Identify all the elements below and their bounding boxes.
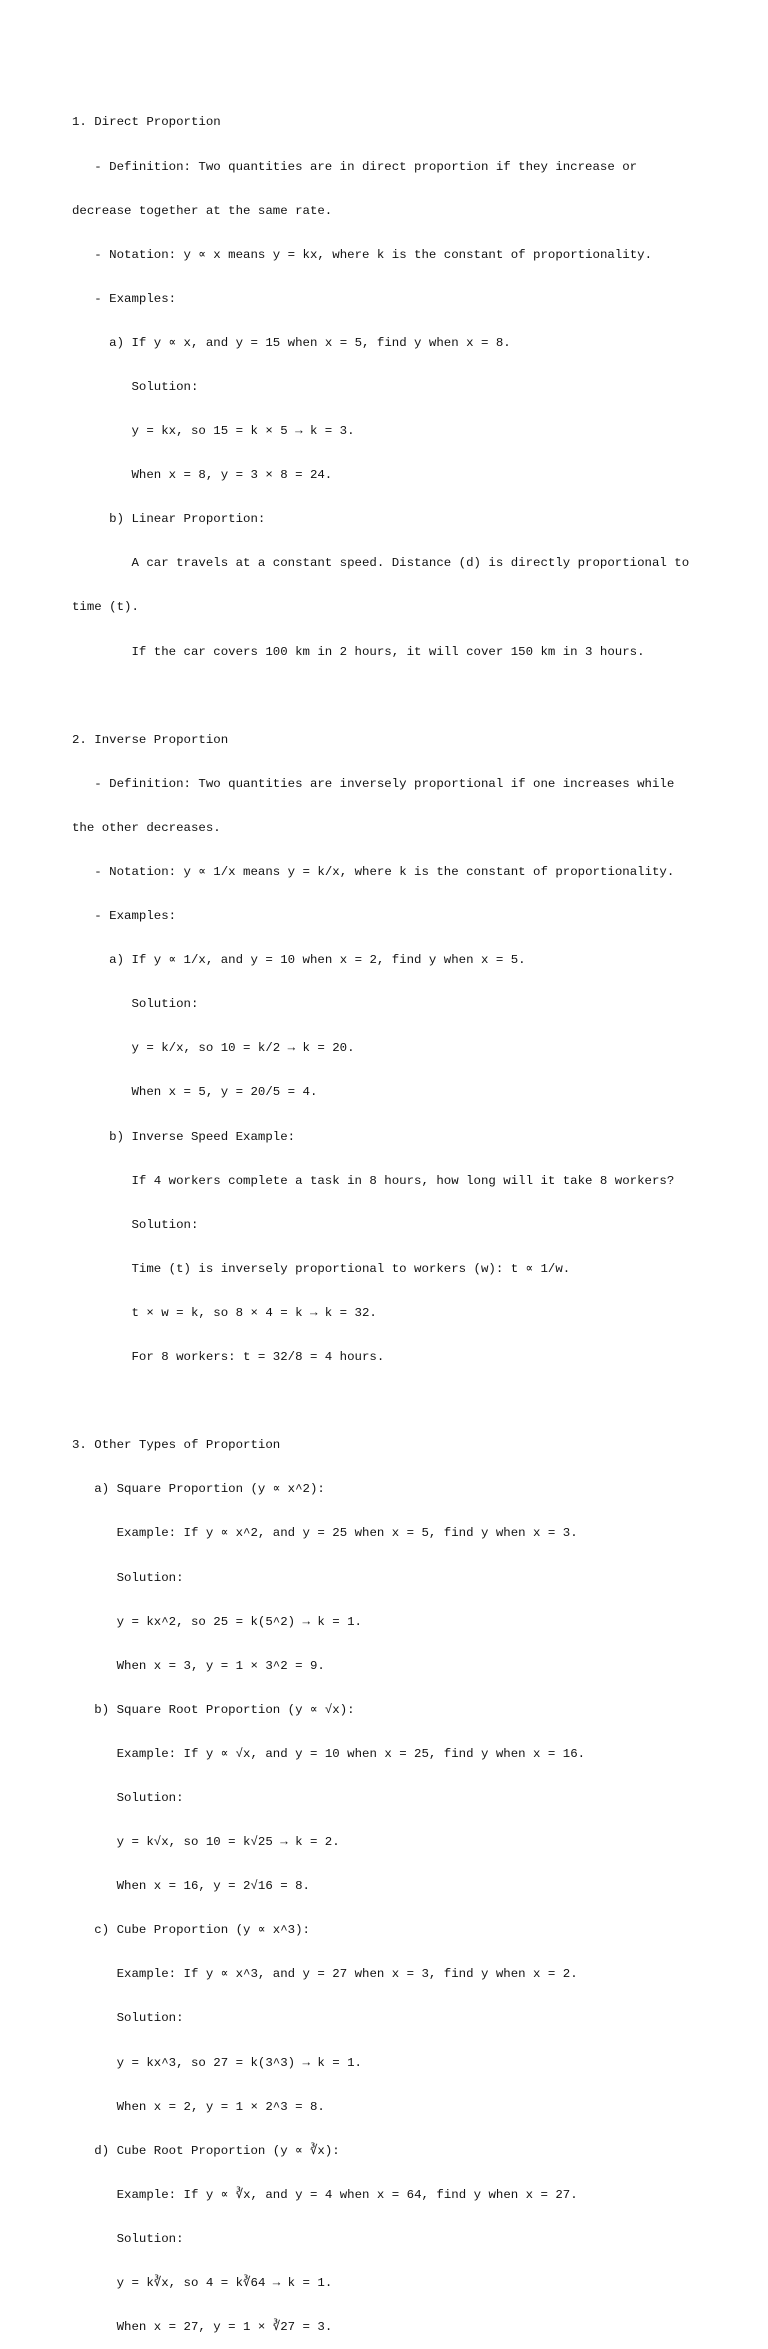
text-line: - Notation: y ∝ x means y = kx, where k is the constant of proportionality. (72, 247, 653, 262)
text-line: b) Square Root Proportion (y ∝ √x): (72, 1702, 355, 1717)
text-line: Time (t) is inversely proportional to workers (w): t ∝ 1/w. (72, 1261, 571, 1276)
text-line: When x = 8, y = 3 × 8 = 24. (72, 468, 333, 483)
text-line: y = k/x, so 10 = k/2 → k = 20. (72, 1041, 355, 1056)
text-line: Solution: (72, 1570, 184, 1585)
text-line: b) Inverse Speed Example: (72, 1129, 296, 1144)
text-line: Solution: (72, 1217, 199, 1232)
text-line: - Definition: Two quantities are inversely proportional if one increases while (72, 776, 675, 791)
text-line: y = k∛x, so 4 = k∛64 → k = 1. (72, 2276, 333, 2290)
text-line: Example: If y ∝ x^2, and y = 25 when x = 5, find y when x = 3. (72, 1526, 578, 1541)
text-line: - Examples: (72, 291, 177, 306)
text-line: the other decreases. (72, 820, 221, 835)
text-line: When x = 3, y = 1 × 3^2 = 9. (72, 1658, 325, 1673)
blank-line (72, 1394, 712, 1409)
text-line: Solution: (72, 2231, 184, 2246)
text-line: y = kx^2, so 25 = k(5^2) → k = 1. (72, 1614, 362, 1629)
text-line: When x = 27, y = 1 × ∛27 = 3. (72, 2320, 333, 2335)
text-line: decrease together at the same rate. (72, 203, 333, 218)
document-body (72, 86, 712, 2349)
text-line: Solution: (72, 1790, 184, 1805)
text-line: a) If y ∝ x, and y = 15 when x = 5, find y when x = 8. (72, 335, 511, 350)
text-line: Example: If y ∝ ∛x, and y = 4 when x = 64, find y when x = 27. (72, 2187, 578, 2202)
section-heading-direct-proportion: 1. Direct Proportion (72, 115, 221, 130)
text-line: Solution: (72, 2011, 184, 2026)
text-line: Example: If y ∝ √x, and y = 10 when x = 25, find y when x = 16. (72, 1746, 586, 1761)
text-line: a) Square Proportion (y ∝ x^2): (72, 1482, 325, 1497)
text-line: A car travels at a constant speed. Distance (d) is directly proportional to (72, 556, 690, 571)
text-line: Example: If y ∝ x^3, and y = 27 when x = 3, find y when x = 2. (72, 1967, 578, 1982)
text-line: If the car covers 100 km in 2 hours, it will cover 150 km in 3 hours. (72, 644, 645, 659)
text-line: b) Linear Proportion: (72, 512, 266, 527)
text-line: If 4 workers complete a task in 8 hours, how long will it take 8 workers? (72, 1173, 675, 1188)
text-line: - Notation: y ∝ 1/x means y = k/x, where k is the constant of proportionality. (72, 865, 675, 879)
text-line: When x = 5, y = 20/5 = 4. (72, 1085, 318, 1100)
blank-line (72, 689, 712, 704)
text-line: When x = 2, y = 1 × 2^3 = 8. (72, 2099, 325, 2114)
text-line: - Definition: Two quantities are in direct proportion if they increase or (72, 159, 638, 174)
text-line: Solution: (72, 379, 199, 394)
text-line: Solution: (72, 997, 199, 1012)
text-line: d) Cube Root Proportion (y ∝ ∛x): (72, 2143, 340, 2158)
text-line: When x = 16, y = 2√16 = 8. (72, 1879, 310, 1894)
text-line: y = kx, so 15 = k × 5 → k = 3. (72, 424, 355, 439)
section-heading-inverse-proportion: 2. Inverse Proportion (72, 732, 229, 747)
text-line: y = kx^3, so 27 = k(3^3) → k = 1. (72, 2055, 362, 2070)
text-line: c) Cube Proportion (y ∝ x^3): (72, 1923, 310, 1938)
section-heading-other-types: 3. Other Types of Proportion (72, 1438, 281, 1453)
text-line: - Examples: (72, 909, 177, 924)
text-line: time (t). (72, 600, 139, 615)
text-line: a) If y ∝ 1/x, and y = 10 when x = 2, find y when x = 5. (72, 953, 526, 968)
text-line: t × w = k, so 8 × 4 = k → k = 32. (72, 1305, 377, 1320)
text-line: For 8 workers: t = 32/8 = 4 hours. (72, 1350, 385, 1365)
text-line: y = k√x, so 10 = k√25 → k = 2. (72, 1835, 340, 1850)
